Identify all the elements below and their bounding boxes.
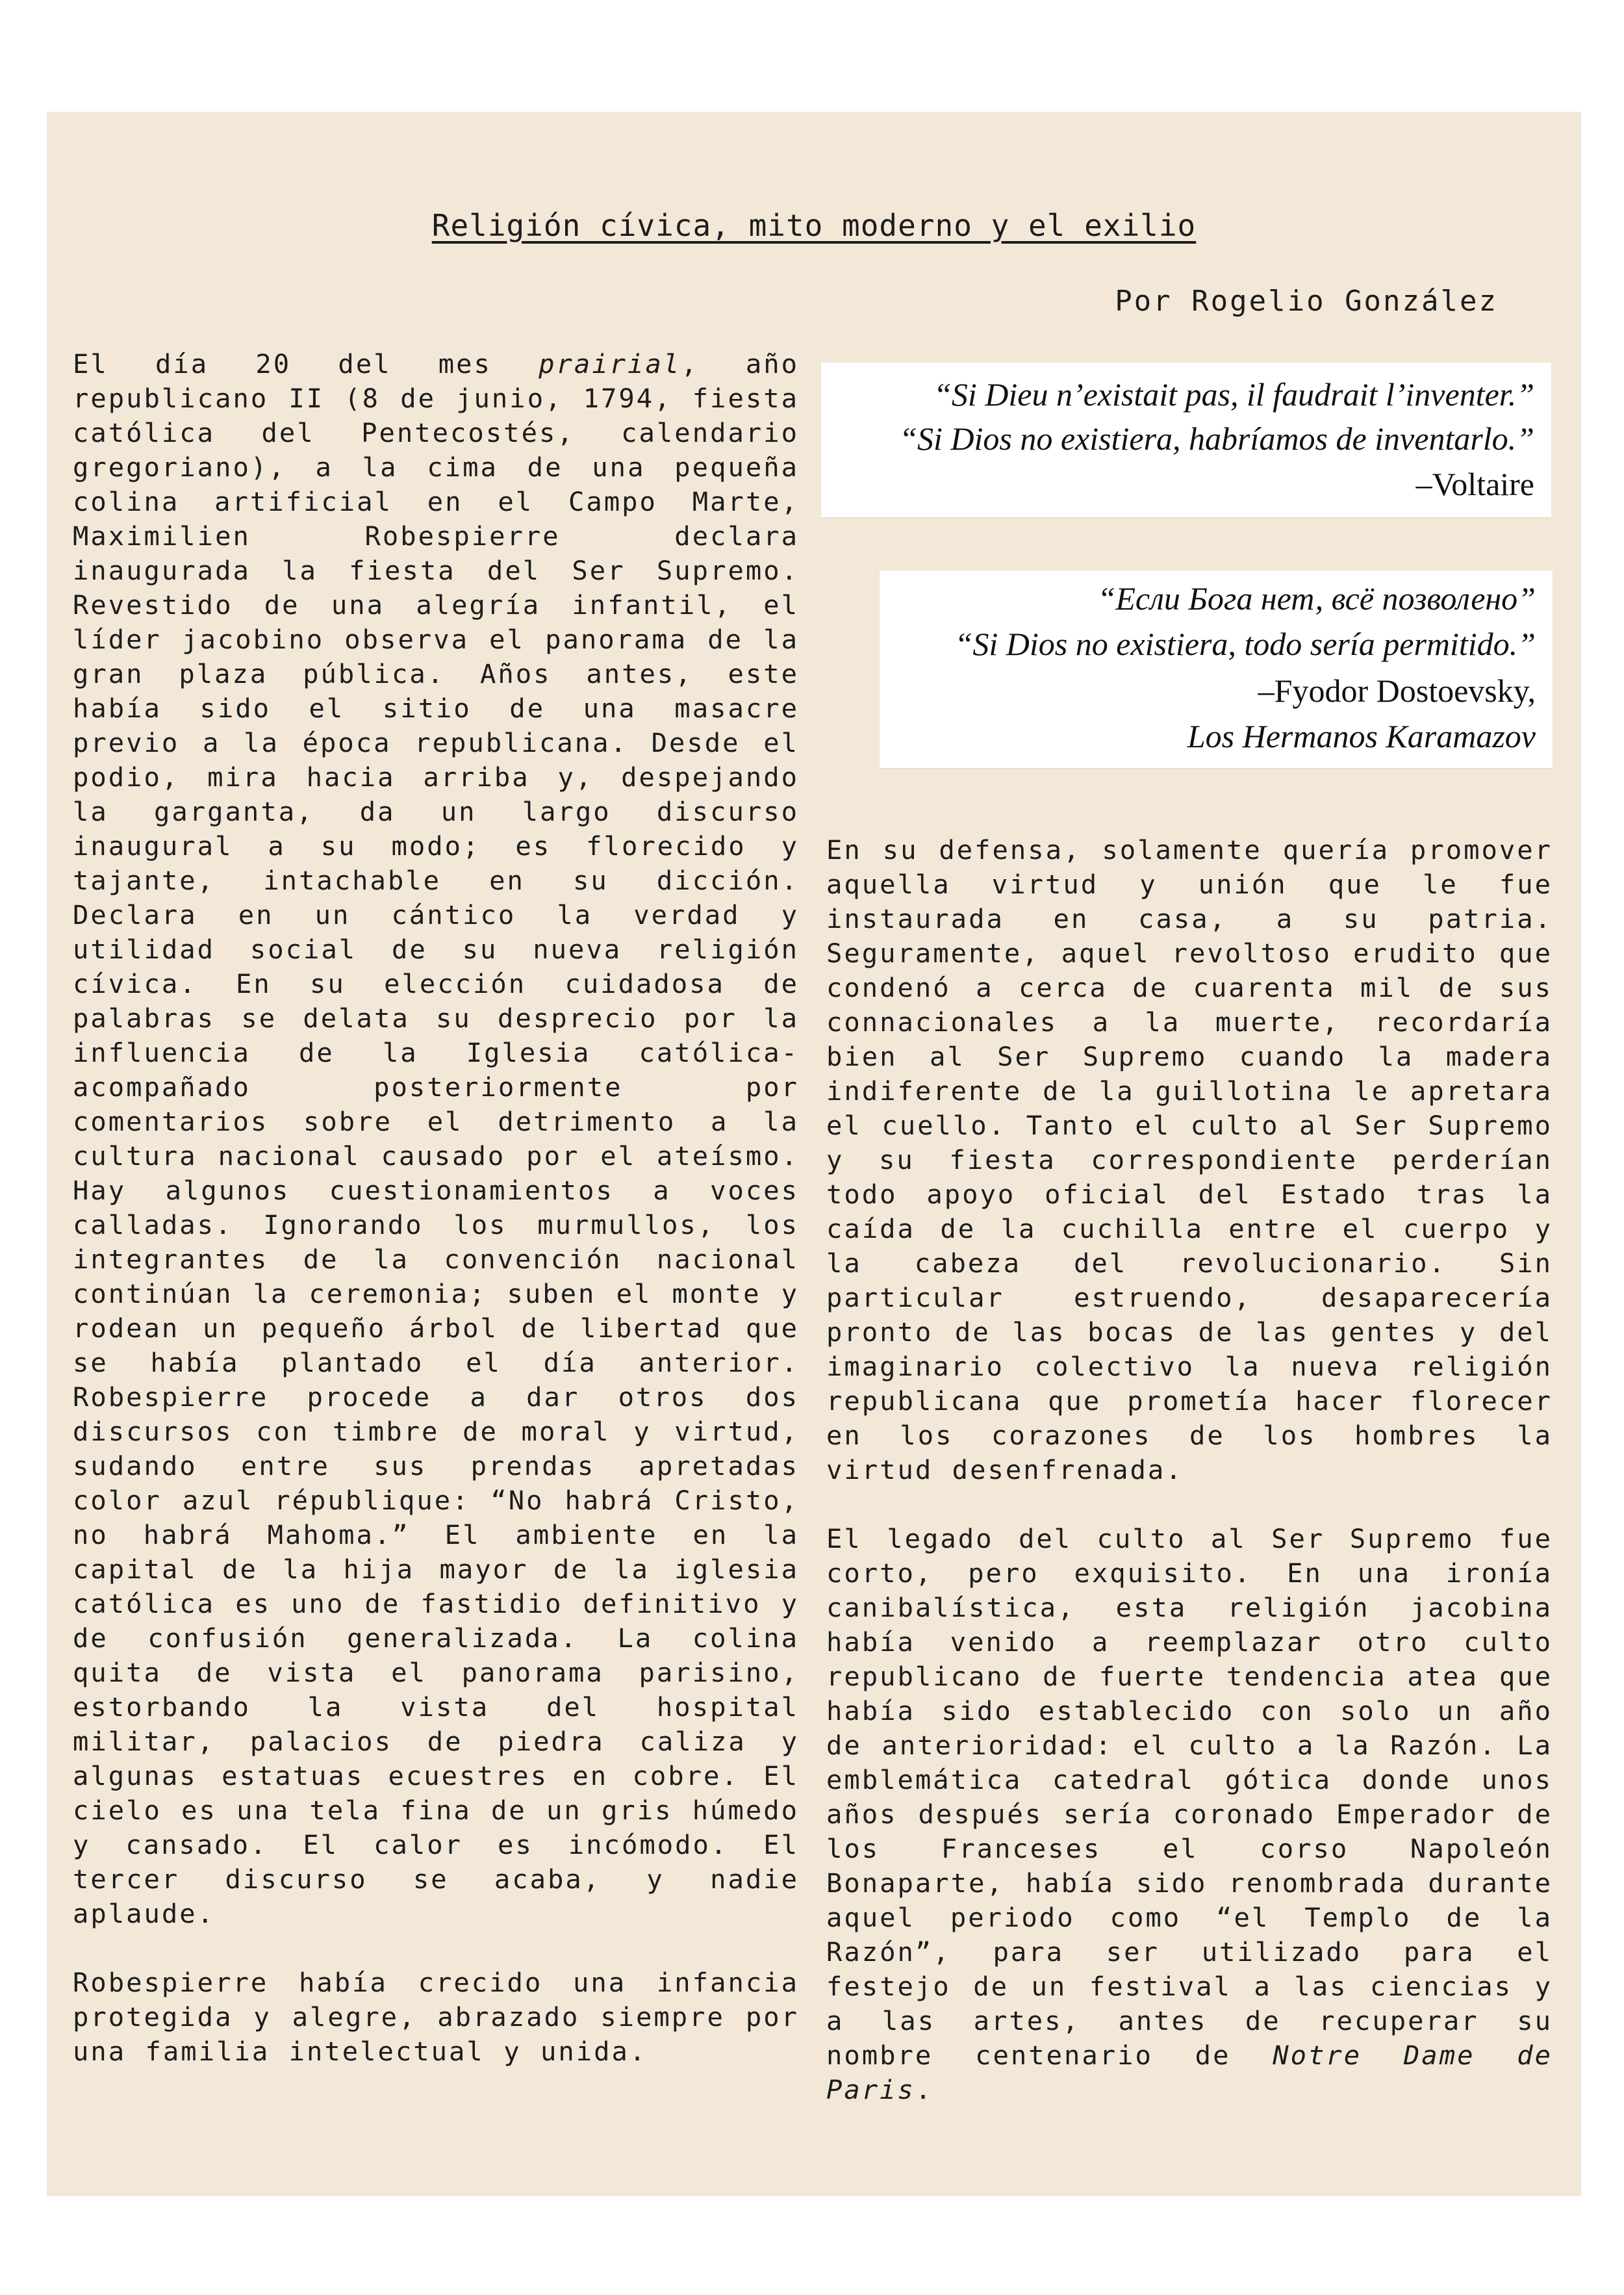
paragraph-4 xyxy=(826,1522,1553,2107)
paragraph-3: En su defensa, solamente quería promover aquella virtud y unión que le fue instaurada en casa, a su patria. Seguramente, aquel revoltoso erudito que condenó a cerca de cuarenta mil de sus connacionales a la muerte, recordaría bien al Ser Supremo cuando la madera indiferente de la guillotina le apretara el cuello. Tanto el culto al Ser Supremo y su fiesta correspondiente perderían todo apoyo oficial del Estado tras la caída de la cuchilla entre el cuerpo y la cabeza del revolucionario. Sin particular estruendo, desaparecería pronto de las bocas de las gentes y del imaginario colectivo la nueva religión republicana que prometía hacer florecer en los corazones de los hombres la virtud desenfrenada. xyxy=(826,834,1553,1485)
article-byline: Por Rogelio González xyxy=(1115,285,1498,318)
article-title: Religión cívica, mito moderno y el exilio xyxy=(431,208,1197,243)
epigraph-dostoevsky xyxy=(880,571,1553,768)
paragraph-1 xyxy=(73,347,799,1931)
left-column xyxy=(73,347,799,2103)
paragraph-4-text-a: El legado del culto al Ser Supremo fue corto, pero exquisito. En una ironía canibalística, esta religión jacobina había venido a reemplazar otro culto republicano de fuerte tendencia atea que había sido establecido con solo un año de anterioridad: el culto a la Razón. La emblemática catedral gótica donde unos años después sería coronado Emperador de los Franceses el corso Napoleón Bonaparte, había sido renombrada durante aquel periodo como “el Templo de la Razón”, para ser utilizado para el festejo de un festival a las ciencias y a las artes, antes de recuperar su nombre centenario de xyxy=(826,1523,1553,2071)
paragraph-1-text-b: , año republicano II (8 de junio, 1794, fiesta católica del Pentecostés, calendario gregoriano), a la cima de una pequeña colina artificial en el Campo Marte, Maximilien Robespierre declara inaugurada la fiesta del Ser Supremo. Revestido de una alegría infantil, el líder jacobino observa el panorama de la gran plaza pública. Años antes, este había sido el sitio de una masacre previo a la época republicana. Desde el podio, mira hacia arriba y, despejando la garganta, da un largo discurso inaugural a su modo; es florecido y tajante, intachable en su dicción. Declara en un cántico la verdad y utilidad social de su nueva religión cívica. En su elección cuidadosa de palabras se delata su desprecio por la influencia de la Iglesia católica- acompañado posteriormente por comentarios sobre el detrimento a la cultura nacional causado por el ateísmo. Hay algunos cuestionamientos a voces calladas. Ignorando los murmullos, los integrantes de la convención nacional continúan la ceremonia; suben el monte y rodean un pequeño árbol de libertad que se había plantado el día anterior. Robespierre procede a dar otros dos discursos con timbre de moral y virtud, sudando entre sus prendas apretadas color azul république: “No habrá Cristo, no habrá Mahoma.” El ambiente en la capital de la hija mayor de la iglesia católica es uno de fastidio definitivo y de confusión generalizada. La colina quita de vista el panorama parisino, estorbando la vista del hospital militar, palacios de piedra caliza y algunas estatuas ecuestres en cobre. El cielo es una tela fina de un gris húmedo y cansado. El calor es incómodo. El tercer discurso se acaba, y nadie aplaude. xyxy=(73,348,799,1929)
epigraph-voltaire-spanish: “Si Dios no existiera, habríamos de inventarlo.” xyxy=(899,420,1534,457)
epigraph-voltaire-french: “Si Dieu n’existait pas, il faudrait l’inventer.” xyxy=(933,376,1534,413)
paragraph-1-text-a: El día 20 del mes xyxy=(73,348,539,379)
epigraph-dostoevsky-spanish: “Si Dios no existiera, todo sería permitido.” xyxy=(954,626,1536,662)
right-column xyxy=(826,833,1553,2142)
epigraph-dostoevsky-author: –Fyodor Dostoevsky, xyxy=(1258,673,1536,709)
paragraph-2: Robespierre había crecido una infancia protegida y alegre, abrazado siempre por una familia intelectual y unida. xyxy=(73,1967,799,2067)
epigraph-voltaire-author: –Voltaire xyxy=(1415,466,1534,502)
epigraph-dostoevsky-work: Los Hermanos Karamazov xyxy=(1187,718,1536,754)
paragraph-1-italic: prairial xyxy=(539,348,681,379)
page-sheet xyxy=(47,112,1581,2196)
paragraph-4-italic: Notre Dame de Paris xyxy=(826,2040,1553,2105)
epigraph-dostoevsky-russian: “Если Бога нет, всё позволено” xyxy=(1097,580,1536,617)
epigraph-voltaire xyxy=(821,363,1551,517)
paragraph-4-text-b: . xyxy=(915,2074,933,2105)
